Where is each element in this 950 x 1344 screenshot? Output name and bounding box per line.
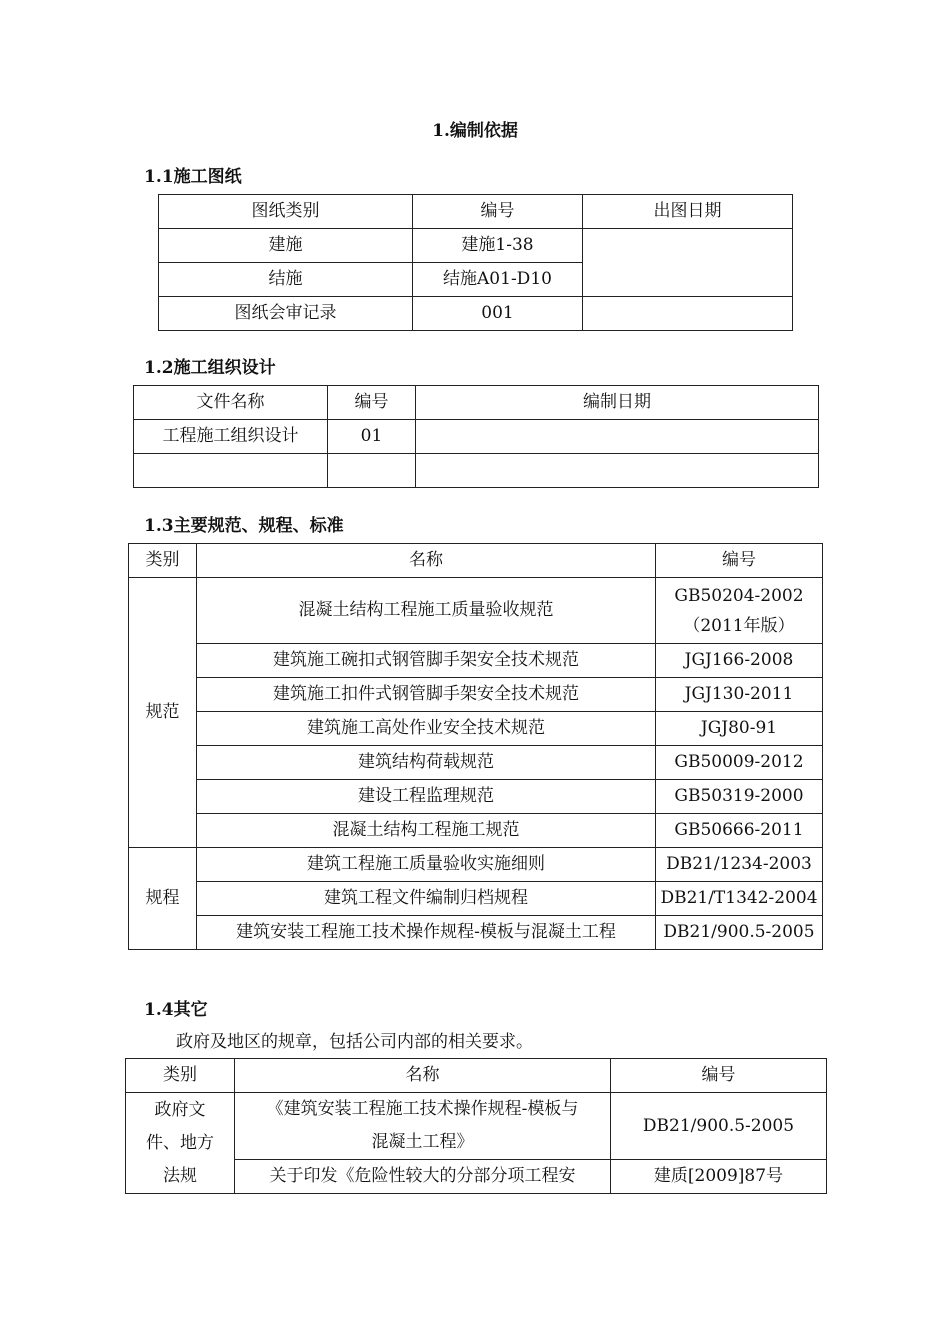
header-cell: 类别: [126, 1059, 235, 1093]
standard-name: 建筑结构荷载规范: [197, 746, 656, 780]
table-row: [134, 454, 819, 488]
standard-code: DB21/T1342-2004: [656, 882, 823, 916]
empty-cell: [134, 454, 328, 488]
empty-cell: [328, 454, 416, 488]
drawing-type: 结施: [159, 263, 413, 297]
section-heading-standards: 1.3主要规范、规程、标准: [144, 516, 344, 536]
table-row: [129, 746, 823, 780]
regulation-name: 关于印发《危险性较大的分部分项工程安: [235, 1160, 611, 1194]
table-row: [129, 848, 823, 882]
category-line: 法规: [163, 1165, 197, 1186]
header-cell: 图纸类别: [159, 195, 413, 229]
table-row: [129, 882, 823, 916]
standard-name: 混凝土结构工程施工质量验收规范: [197, 578, 656, 644]
header-cell: 编号: [328, 386, 416, 420]
drawing-code: 建施1-38: [413, 229, 583, 263]
empty-cell: [416, 454, 819, 488]
category-line: 政府文: [154, 1099, 206, 1120]
standard-code: DB21/900.5-2005: [656, 916, 823, 950]
header-cell: 名称: [235, 1059, 611, 1093]
table-row: [129, 678, 823, 712]
section-heading-other: 1.4其它: [144, 1000, 208, 1020]
doc-code: 01: [328, 420, 416, 454]
drawing-type: 图纸会审记录: [159, 297, 413, 331]
header-cell: 编号: [656, 544, 823, 578]
standard-code-line: （2011年版）: [683, 615, 795, 636]
standard-code: GB50319-2000: [656, 780, 823, 814]
standard-code: JGJ130-2011: [656, 678, 823, 712]
header-cell: 类别: [129, 544, 197, 578]
category-cell: [126, 1093, 235, 1194]
drawing-code: 001: [413, 297, 583, 331]
category-cell: 规范: [129, 578, 197, 848]
header-cell: 文件名称: [134, 386, 328, 420]
doc-date: [416, 420, 819, 454]
standard-name: 建筑施工高处作业安全技术规范: [197, 712, 656, 746]
table-row: [129, 780, 823, 814]
regulation-name-line: 混凝土工程》: [371, 1132, 474, 1152]
regulation-name: [235, 1093, 611, 1160]
table-row: [129, 814, 823, 848]
standard-name: 建筑工程文件编制归档规程: [197, 882, 656, 916]
table-header-row: [129, 544, 823, 578]
doc-name: 工程施工组织设计: [134, 420, 328, 454]
header-cell: 编号: [611, 1059, 827, 1093]
section-heading-drawings: 1.1施工图纸: [144, 167, 242, 187]
regulation-code: 建质[2009]87号: [611, 1160, 827, 1194]
standards-table: [128, 543, 823, 950]
drawing-date-cell: [583, 229, 793, 297]
table-row: [129, 578, 823, 644]
table-row: [126, 1093, 827, 1160]
standard-name: 建筑施工碗扣式钢管脚手架安全技术规范: [197, 644, 656, 678]
table-row: [134, 420, 819, 454]
table-row: [129, 712, 823, 746]
standard-code: JGJ80-91: [656, 712, 823, 746]
organization-table: [133, 385, 819, 488]
standard-name: 建筑工程施工质量验收实施细则: [197, 848, 656, 882]
standard-code: JGJ166-2008: [656, 644, 823, 678]
header-cell: 名称: [197, 544, 656, 578]
table-row: [159, 229, 793, 263]
standard-code: GB50666-2011: [656, 814, 823, 848]
other-intro-text: 政府及地区的规章，包括公司内部的相关要求。: [176, 1032, 533, 1052]
table-header-row: [126, 1059, 827, 1093]
standard-name: 混凝土结构工程施工规范: [197, 814, 656, 848]
page-title: 1.编制依据: [432, 121, 518, 141]
section-heading-organization: 1.2施工组织设计: [144, 358, 276, 378]
header-cell: 编制日期: [416, 386, 819, 420]
other-table: [125, 1058, 827, 1194]
table-row: [129, 644, 823, 678]
standard-code: DB21/1234-2003: [656, 848, 823, 882]
standard-name: 建筑施工扣件式钢管脚手架安全技术规范: [197, 678, 656, 712]
standard-name: 建设工程监理规范: [197, 780, 656, 814]
table-header-row: [159, 195, 793, 229]
drawing-code: 结施A01-D10: [413, 263, 583, 297]
header-cell: 出图日期: [583, 195, 793, 229]
table-row: [129, 916, 823, 950]
standard-code: [656, 578, 823, 644]
standard-code: GB50009-2012: [656, 746, 823, 780]
table-row: [159, 297, 793, 331]
drawing-type: 建施: [159, 229, 413, 263]
table-header-row: [134, 386, 819, 420]
standard-code-line: GB50204-2002: [674, 585, 804, 606]
category-line: 件、地方: [146, 1132, 214, 1153]
header-cell: 编号: [413, 195, 583, 229]
category-cell: 规程: [129, 848, 197, 950]
drawing-date-cell: [583, 297, 793, 331]
regulation-code: DB21/900.5-2005: [611, 1093, 827, 1160]
regulation-name-line: 《建筑安装工程施工技术操作规程-模板与: [266, 1099, 579, 1119]
drawings-table: [158, 194, 793, 331]
standard-name: 建筑安装工程施工技术操作规程-模板与混凝土工程: [197, 916, 656, 950]
